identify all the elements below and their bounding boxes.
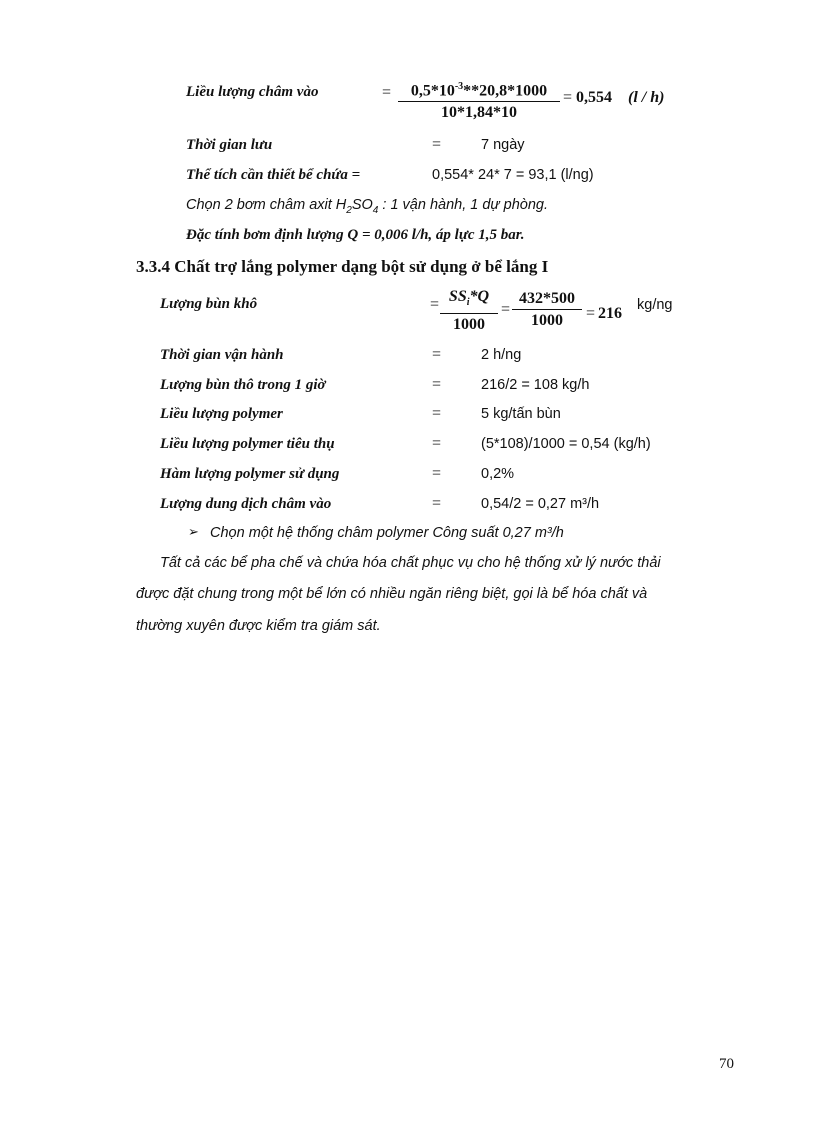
retention-equals: = <box>432 136 442 153</box>
dry-sludge-fraction-2 <box>512 290 582 330</box>
section-heading: 3.3.4 Chất trợ lắng polymer dạng bột sử dụng ở bể lắng I <box>136 257 549 276</box>
operation-time-equals: = <box>432 346 442 363</box>
dry-sludge-equals-2: = <box>501 301 511 318</box>
fraction-bar <box>512 309 582 310</box>
polymer-content-label: Hàm lượng polymer sử dụng <box>160 466 340 482</box>
fraction-2-numerator: 432*500 <box>519 290 575 307</box>
polymer-dose-value: 5 kg/tấn bùn <box>481 406 561 422</box>
dosing-numerator: $0,5*10^{-3}**20,8*1000$ <box>410 81 548 100</box>
paragraph-line-1: Tất cả các bể pha chế và chứa hóa chất phục vụ cho hệ thống xử lý nước thải <box>160 555 661 571</box>
arrow-bullet-icon: ➢ <box>188 525 199 540</box>
paragraph-line-2: được đặt chung trong một bể lớn có nhiều ngăn riêng biệt, gọi là bể hóa chất và <box>136 586 648 602</box>
dry-sludge-result: 216 <box>598 305 622 322</box>
dosing-unit: (l / h) <box>628 89 665 106</box>
dry-sludge-equals-3: = <box>586 305 596 322</box>
polymer-content-value: 0,2% <box>481 466 515 482</box>
dry-sludge-unit: kg/ng <box>637 297 673 313</box>
polymer-content-equals: = <box>432 465 442 482</box>
retention-value: 7 ngày <box>481 137 525 153</box>
raw-sludge-label: Lượng bùn thô trong 1 giờ <box>160 377 326 393</box>
paragraph-line-3: thường xuyên được kiểm tra giám sát. <box>136 618 381 634</box>
tank-volume-value: 0,554* 24* 7 = 93,1 (l/ng) <box>432 167 594 183</box>
raw-sludge-value: 216/2 = 108 kg/h <box>481 377 590 393</box>
solution-dose-value: 0,54/2 = 0,27 m³/h <box>481 496 600 512</box>
raw-sludge-equals: = <box>432 376 442 393</box>
tank-volume-label: Thể tích cần thiết bể chứa = <box>186 167 361 183</box>
dry-sludge-label: Lượng bùn khô <box>160 296 258 312</box>
operation-time-value: 2 h/ng <box>481 347 522 363</box>
dosing-equals: = <box>382 84 392 101</box>
fraction-1-denominator: 1000 <box>453 316 485 334</box>
dosing-label: Liều lượng châm vào <box>186 84 319 100</box>
polymer-consumption-equals: = <box>432 435 442 452</box>
dry-sludge-equals: = <box>430 296 440 313</box>
fraction-bar <box>398 101 560 102</box>
pump-spec-text: Đặc tính bơm định lượng Q = 0,006 l/h, áp lực 1,5 bar. <box>186 227 525 243</box>
solution-dose-label: Lượng dung dịch châm vào <box>160 496 332 512</box>
dosing-result: 0,554 <box>576 89 612 106</box>
polymer-consumption-value: (5*108)/1000 = 0,54 (kg/h) <box>481 436 651 452</box>
page-number: 70 <box>719 1056 734 1072</box>
dosing-fraction <box>398 78 560 122</box>
fraction-2-denominator: 1000 <box>531 312 563 329</box>
solution-dose-equals: = <box>432 495 442 512</box>
dosing-equals-2: = <box>563 89 573 106</box>
polymer-consumption-label: Liều lượng polymer tiêu thụ <box>160 436 335 452</box>
operation-time-label: Thời gian vận hành <box>160 347 284 363</box>
pump-choice-text: Chọn 2 bơm châm axit $H_2SO_4$ : 1 vận hành, 1 dự phòng. <box>186 197 548 216</box>
polymer-dose-label: Liều lượng polymer <box>160 406 283 422</box>
fraction-bar <box>440 313 498 314</box>
dry-sludge-fraction-1 <box>440 288 498 334</box>
retention-label: Thời gian lưu <box>186 137 273 153</box>
dosing-denominator: 10*1,84*10 <box>441 104 517 122</box>
polymer-dose-equals: = <box>432 405 442 422</box>
fraction-1-numerator: $SS_i*Q$ <box>448 288 490 309</box>
bullet-text: Chọn một hệ thống châm polymer Công suất 0,27 m³/h <box>210 525 564 541</box>
